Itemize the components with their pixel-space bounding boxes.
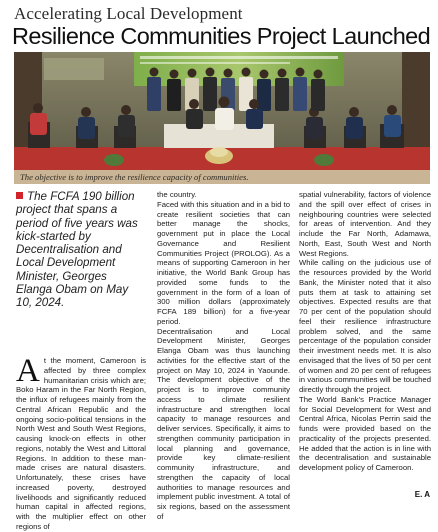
article-headline: Resilience Communities Project Launched — [12, 23, 431, 49]
column-3-paragraph-1: spatial vulnerability, factors of violence and the spill over effect of crises in neighbouring countries were selected for areas of intervention. And they include the Far North, Adamawa, North, East, South West and North West Regions. — [299, 190, 431, 258]
column-2-paragraph-3: Decentralisation and Local Development Minister, Georges Elanga Obam was thus launching activities for the effective start of the project on May 10, 2024 in Yaounde. The development objective of the project is to improve community access to climate resilient infrastructure and strengthen local capacity to manage resources and deliver services. Specifically, it aims to strengthen community participation in local planning and governance, provide key climate-resilient community infrastructure, and strengthen the capacity of local authorities to manage resources and implement public investment. A total of six regions, based on the assessment of — [157, 326, 290, 521]
article-kicker: Accelerating Local Development — [14, 4, 243, 23]
red-square-bullet — [16, 192, 23, 199]
drop-cap: A — [16, 353, 40, 389]
column-2 — [157, 190, 290, 522]
pull-quote-text: The FCFA 190 billion project that spans a period of five years was kick-started by Decentralisation and Local Development Minister, Georges Elanga Obam on May 10, 2024. — [16, 190, 138, 310]
pull-quote — [16, 190, 146, 310]
photo-caption: The objective is to improve the resilience capacity of communities. — [14, 170, 430, 184]
author-signature: E. A — [414, 490, 430, 499]
article-photo — [14, 52, 430, 170]
column-2-paragraph-1: the country. — [157, 190, 197, 199]
column-3 — [299, 190, 431, 473]
column-1 — [16, 353, 146, 532]
column-2-paragraph-2: Faced with this situation and in a bid to create resilient societies that can better manage the shocks, government put in place the Local Governance and Resilient Communities Project (PROLOG). As a means of supporting Cameroon in her initiative, the World Bank Group has provided some funds to the government in the form of a loan of 300 million dollars (approximately FCFA 189 billion) for a five-year period. — [157, 199, 290, 326]
column-1-text: t the moment, Cameroon is affected by three complex humanitarian crisis which are; Boko Haram in the Far North Region, the influx of refugees mainly from the Central African Republic and the ongoing socio-political tensions in the North West and South West Regions, causing knock-on effects in other regions, notably the West and Littoral Regions. In addition to these man-made crises are natural disasters. Unfortunately, these crises have increased poverty, destroyed livelihoods and significantly reduced human capital in affected regions, with the multiplier effect on other regions of — [16, 356, 146, 531]
column-3-paragraph-3: The World Bank's Practice Manager for Social Development for West and Central Africa, Nicolas Perrin said the funds were provided based on the practicality of the projects presented. He added that the action is in line with the decentralisation and sustainable development policy of Cameroon. — [299, 394, 431, 472]
column-3-paragraph-2: While calling on the judicious use of the resources provided by the World Bank, the Minister noted that it also puts them at task to attaining set objectives. Expected results are that 70 per cent of the population should feel their resilience infrastructure problem solved, and the same percentage of the population consider their investment needs met. It is also envisaged that the lives of 50 per cent of women and 20 per cent of refugees in various communities will be touched directly through the project. — [299, 258, 431, 394]
